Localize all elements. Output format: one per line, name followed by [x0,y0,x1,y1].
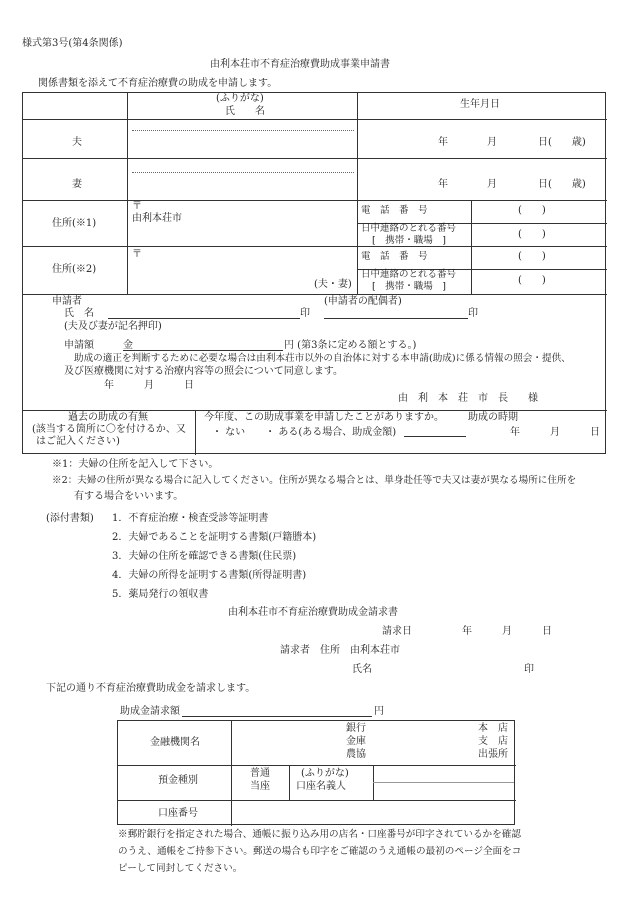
bank-name-label: 金融機関名 [150,737,200,748]
birthdate-label: 生年月日 [460,99,500,110]
claim-amount-field[interactable] [182,705,372,717]
furigana-label: (ふりがな) [216,93,264,104]
husband-label: 夫 [72,137,82,148]
postal-mark-2: 〒 [132,249,142,260]
address2-label: 住所(※2) [52,264,97,275]
phone-label-1: 電 話 番 号 [361,205,428,216]
husband-furigana-field[interactable] [132,130,354,131]
attachment-1: 1．不育症治療・検査受診等証明書 [112,513,269,524]
attachment-5: 5．薬局発行の領収書 [112,589,209,600]
wife-label: 妻 [72,179,82,190]
daytime-label-2: 日中連絡のとれる番号 [361,269,457,280]
account-number-label: 口座番号 [158,808,198,819]
phone-field-1[interactable]: ( ) [518,205,546,216]
daytime-sub-2: [ 携帯・職場 ] [372,281,446,292]
form-number: 様式第3号(第4条関係) [22,38,123,49]
name-label: 氏 名 [225,106,265,117]
husband-year: 年 [438,137,448,148]
claim-date: 年 月 日 [462,626,552,637]
address1-label: 住所(※1) [52,218,97,229]
past-label-2: (該当する箇所に〇を付けるか、又 [32,424,186,435]
husband-wife-choice[interactable]: (夫・妻) [314,279,352,290]
applicant-name-field[interactable] [108,307,300,319]
claim-request: 下記の通り不育症治療費助成金を請求します。 [46,683,256,694]
past-amount-field[interactable] [404,425,466,437]
past-question: 今年度、この助成事業を申請したことがありますか。 [204,412,444,423]
amount-label: 申請額 [64,340,94,351]
daytime-sub-1: [ 携帯・職場 ] [372,235,446,246]
postal-footnote-2: のうえ、通帳をご持参下さい。郵送の場合も印字をご確認のうえ通帳の最初のページ全面をコ [118,846,522,857]
past-label-1: 過去の助成の有無 [68,412,148,423]
wife-furigana-field[interactable] [132,172,354,173]
attachment-2: 2．夫婦であることを証明する書類(戸籍謄本) [112,532,317,543]
claim-date-label: 請求日 [382,626,412,637]
claimant-seal: 印 [524,664,534,675]
seal-note: (夫及び妻が記名押印) [64,321,162,332]
spouse-name-field[interactable] [324,307,468,319]
deposit-type-ordinary[interactable]: 普通 [250,768,270,779]
applicant-seal: 印 [300,308,310,319]
daytime-field-1[interactable]: ( ) [518,229,546,240]
claim-amount-yen: 円 [374,706,384,717]
mayor-address: 由 利 本 荘 市 長 様 [398,393,538,404]
bank-type-bank[interactable]: 銀行 [346,723,366,734]
postal-footnote-3: ピーして同封してください。 [118,863,243,874]
phone-label-2: 電 話 番 号 [361,251,428,262]
husband-month: 月 [487,137,497,148]
account-holder-label: 口座名義人 [296,781,346,792]
claim-title: 由利本荘市不育症治療費助成金請求書 [228,607,398,618]
amount-field[interactable] [123,339,283,351]
bank-type-ja[interactable]: 農協 [346,749,366,760]
note-2b: 有する場合をいいます。 [74,491,184,502]
spouse-seal: 印 [468,308,478,319]
wife-day-age: 日( 歳) [538,179,586,190]
bank-type-shinkin[interactable]: 金庫 [346,736,366,747]
note-1: ※1：夫婦の住所を記入して下さい。 [52,459,219,470]
past-label-3: はご記入ください) [36,436,120,447]
consent-line-1: 助成の適正を判断するために必要な場合は由利本荘市以外の自治体に対する本申請(助成)に係る情報の照会・提供、 [74,353,571,364]
amount-suffix: 円 (第3条に定める額とする。) [284,340,417,351]
wife-month: 月 [487,179,497,190]
daytime-label-1: 日中連絡のとれる番号 [361,223,457,234]
past-period-label: 助成の時期 [468,412,518,423]
branch-type-branch[interactable]: 支 店 [478,736,508,747]
spouse-label: (申請者の配偶者) [324,296,402,307]
holder-furigana-divider [373,782,514,783]
past-options[interactable]: ・ ない ・ ある(ある場合、助成金額) [212,427,397,438]
husband-day-age: 日( 歳) [538,137,586,148]
amount-prefix: 金 [123,340,133,351]
attachment-3: 3．夫婦の住所を確認できる書類(住民票) [112,551,297,562]
declaration-date: 年 月 日 [104,380,194,391]
attachments-label: (添付書類) [46,513,94,524]
note-2a: ※2：夫婦の住所が異なる場合に記入してください。住所が異なる場合とは、単身赴任等で夫又は妻が異なる場所に住所を [52,475,577,486]
holder-furigana-label: (ふりがな) [301,768,349,779]
consent-line-2: 及び医療機関に対する治療内容等の照会について同意します。 [64,366,343,377]
phone-field-2[interactable]: ( ) [518,251,546,262]
postal-footnote-1: ※郵貯銀行を指定された場合、通帳に振り込み用の店名・口座番号が印字されているかを確認 [118,829,521,840]
claimant-name-label: 氏名 [352,664,372,675]
deposit-type-label: 預金種別 [158,775,198,786]
claimant-address: 請求者 住所 由利本荘市 [280,645,400,656]
deposit-type-current[interactable]: 当座 [250,781,270,792]
intro-text: 関係書類を添えて不育症治療費の助成を申請します。 [38,78,278,89]
applicant-name-label: 氏 名 [64,308,94,319]
wife-year: 年 [438,179,448,190]
postal-mark-1: 〒 [132,201,142,212]
past-date: 年 月 日 [510,427,600,438]
daytime-field-2[interactable]: ( ) [518,275,546,286]
branch-type-head[interactable]: 本 店 [478,723,508,734]
applicant-label: 申請者 [52,296,82,307]
claim-amount-label: 助成金請求額 [120,706,180,717]
branch-type-office[interactable]: 出張所 [478,749,508,760]
attachment-4: 4．夫婦の所得を証明する書類(所得証明書) [112,570,307,581]
form-title: 由利本荘市不育症治療費助成事業申請書 [210,59,390,70]
city-name: 由利本荘市 [132,213,182,224]
